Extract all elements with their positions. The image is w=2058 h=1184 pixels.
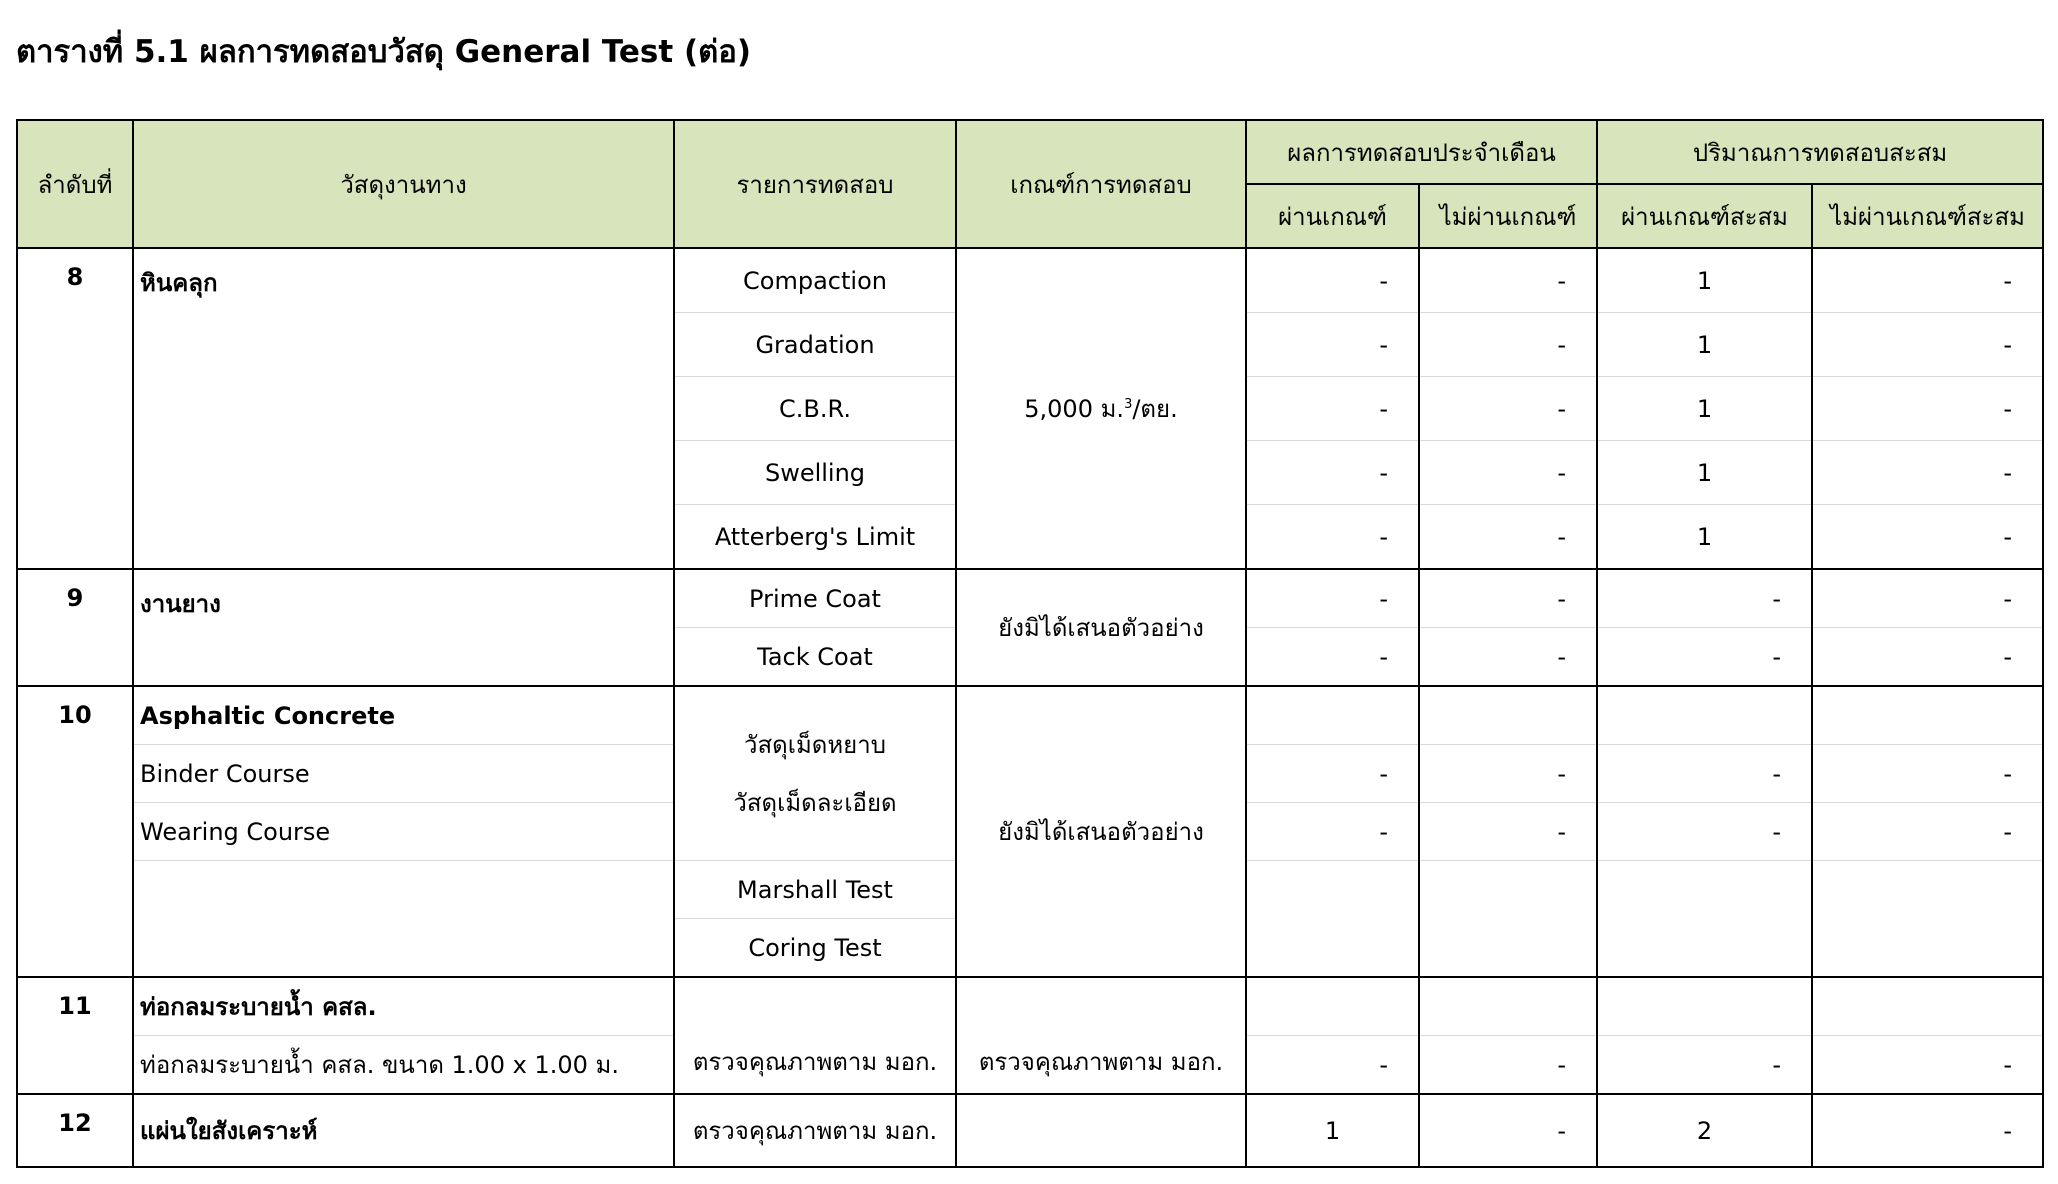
fail-cum-cell: -	[1812, 248, 2043, 313]
fail-cell: -	[1419, 1036, 1597, 1095]
pass-cell	[1246, 861, 1419, 978]
pass-cum-cell: -	[1597, 628, 1812, 687]
pass-cum-cell: 1	[1597, 248, 1812, 313]
fail-cell: -	[1419, 745, 1597, 803]
test-name: Prime Coat	[674, 569, 956, 628]
row-number: 12	[17, 1094, 133, 1167]
test-name: ตรวจคุณภาพตาม มอก.	[674, 977, 956, 1094]
row-number: 8	[17, 248, 133, 569]
fail-cell: -	[1419, 377, 1597, 441]
material-sub: ท่อกลมระบายน้ำ คสล. ขนาด 1.00 x 1.00 ม.	[133, 1036, 674, 1095]
fail-cell: -	[1419, 505, 1597, 570]
table-title: ตารางที่ 5.1 ผลการทดสอบวัสดุ General Test (ต่อ)	[16, 34, 752, 70]
material-name: หินคลุก	[133, 248, 674, 569]
pass-cell	[1246, 977, 1419, 1036]
material-empty	[133, 861, 674, 978]
pass-cell: -	[1246, 441, 1419, 505]
general-test-table	[16, 119, 2044, 1168]
test-name: Tack Coat	[674, 628, 956, 687]
header-pass-cum: ผ่านเกณฑ์สะสม	[1597, 184, 1812, 248]
header-monthly: ผลการทดสอบประจำเดือน	[1246, 120, 1597, 184]
pass-cum-cell: -	[1597, 803, 1812, 861]
row-number: 9	[17, 569, 133, 686]
fail-cum-cell: -	[1812, 1094, 2043, 1167]
pass-cell: -	[1246, 803, 1419, 861]
table-row	[17, 686, 2043, 745]
test-name: Marshall Test	[674, 861, 956, 919]
table-row	[17, 1094, 2043, 1167]
test-name: Atterberg's Limit	[674, 505, 956, 570]
fail-cell	[1419, 977, 1597, 1036]
pass-cum-cell: 1	[1597, 377, 1812, 441]
fail-cell: -	[1419, 313, 1597, 377]
fail-cell: -	[1419, 441, 1597, 505]
criteria-cell	[956, 248, 1246, 569]
pass-cum-cell: 2	[1597, 1094, 1812, 1167]
pass-cell: -	[1246, 313, 1419, 377]
table-row	[17, 248, 2043, 313]
pass-cell: -	[1246, 505, 1419, 570]
pass-cum-cell: 1	[1597, 441, 1812, 505]
fail-cum-cell: -	[1812, 628, 2043, 687]
test-name: Swelling	[674, 441, 956, 505]
pass-cum-cell: -	[1597, 569, 1812, 628]
fail-cum-cell	[1812, 977, 2043, 1036]
fail-cell: -	[1419, 569, 1597, 628]
test-coarse: วัสดุเม็ดหยาบ	[744, 730, 886, 759]
header-criteria: เกณฑ์การทดสอบ	[956, 120, 1246, 248]
fail-cum-cell: -	[1812, 1036, 2043, 1095]
material-sub-wearing: Wearing Course	[133, 803, 674, 861]
fail-cell: -	[1419, 803, 1597, 861]
criteria-value: 5,000 ม.	[1024, 395, 1125, 423]
header-pass: ผ่านเกณฑ์	[1246, 184, 1419, 248]
pass-cell: -	[1246, 745, 1419, 803]
row-number: 11	[17, 977, 133, 1094]
header-test: รายการทดสอบ	[674, 120, 956, 248]
header-fail-cum: ไม่ผ่านเกณฑ์สะสม	[1812, 184, 2043, 248]
fail-cell: -	[1419, 248, 1597, 313]
pass-cum-cell: 1	[1597, 313, 1812, 377]
header-material: วัสดุงานทาง	[133, 120, 674, 248]
pass-cum-cell: 1	[1597, 505, 1812, 570]
fail-cum-cell	[1812, 686, 2043, 745]
test-name: C.B.R.	[674, 377, 956, 441]
test-name: Coring Test	[674, 919, 956, 978]
table-row	[17, 977, 2043, 1036]
fail-cum-cell	[1812, 861, 2043, 978]
fail-cum-cell: -	[1812, 505, 2043, 570]
criteria-superscript: 3	[1124, 397, 1133, 412]
fail-cell: -	[1419, 628, 1597, 687]
fail-cum-cell: -	[1812, 803, 2043, 861]
pass-cum-cell: -	[1597, 745, 1812, 803]
header-fail: ไม่ผ่านเกณฑ์	[1419, 184, 1597, 248]
criteria-cell	[956, 1094, 1246, 1167]
criteria-cell: ยังมิได้เสนอตัวอย่าง	[956, 686, 1246, 977]
fail-cum-cell: -	[1812, 377, 2043, 441]
material-name: ท่อกลมระบายน้ำ คสล.	[133, 977, 674, 1036]
fail-cum-cell: -	[1812, 313, 2043, 377]
pass-cum-cell: -	[1597, 1036, 1812, 1095]
criteria-suffix: /ตย.	[1132, 395, 1178, 423]
material-name: งานยาง	[133, 569, 674, 686]
fail-cell: -	[1419, 1094, 1597, 1167]
test-name: ตรวจคุณภาพตาม มอก.	[674, 1094, 956, 1167]
fail-cell	[1419, 686, 1597, 745]
fail-cum-cell: -	[1812, 441, 2043, 505]
test-name-aggregate	[674, 686, 956, 861]
pass-cum-cell	[1597, 861, 1812, 978]
fail-cell	[1419, 861, 1597, 978]
header-cumulative: ปริมาณการทดสอบสะสม	[1597, 120, 2043, 184]
test-fine: วัสดุเม็ดละเอียด	[733, 788, 897, 817]
pass-cum-cell	[1597, 686, 1812, 745]
material-sub-binder: Binder Course	[133, 745, 674, 803]
pass-cell: -	[1246, 628, 1419, 687]
pass-cell: -	[1246, 1036, 1419, 1095]
fail-cum-cell: -	[1812, 569, 2043, 628]
material-name: Asphaltic Concrete	[133, 686, 674, 745]
header-no: ลำดับที่	[17, 120, 133, 248]
row-number: 10	[17, 686, 133, 977]
pass-cum-cell	[1597, 977, 1812, 1036]
criteria-cell: ตรวจคุณภาพตาม มอก.	[956, 977, 1246, 1094]
pass-cell: -	[1246, 569, 1419, 628]
criteria-cell: ยังมิได้เสนอตัวอย่าง	[956, 569, 1246, 686]
test-name: Compaction	[674, 248, 956, 313]
pass-cell: 1	[1246, 1094, 1419, 1167]
test-name: Gradation	[674, 313, 956, 377]
fail-cum-cell: -	[1812, 745, 2043, 803]
pass-cell: -	[1246, 377, 1419, 441]
pass-cell	[1246, 686, 1419, 745]
table-row	[17, 569, 2043, 628]
material-name: แผ่นใยสังเคราะห์	[133, 1094, 674, 1167]
pass-cell: -	[1246, 248, 1419, 313]
